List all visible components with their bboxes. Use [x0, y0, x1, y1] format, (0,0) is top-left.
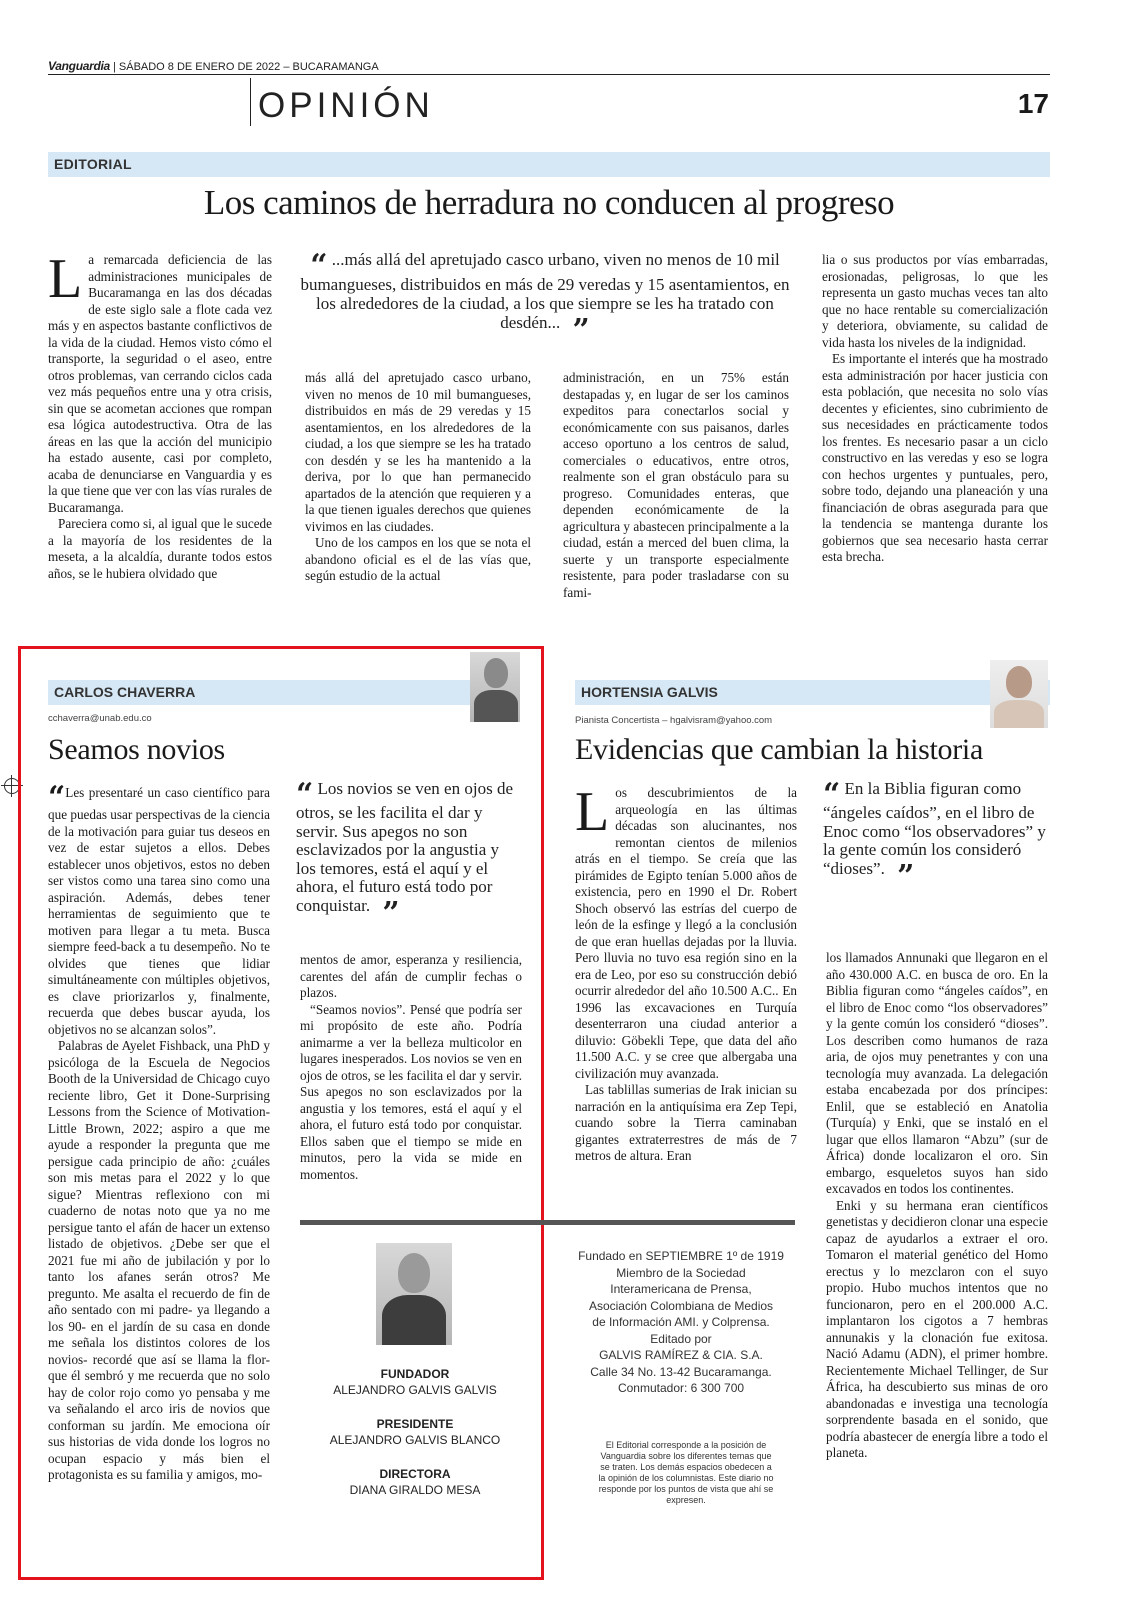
galvis-column-1: [575, 781, 797, 1165]
chaverra-column-1: [48, 780, 270, 1484]
open-quote-icon: “: [48, 780, 66, 815]
close-quote-icon: ”: [897, 858, 915, 894]
editorial-column-3: [563, 370, 789, 601]
dateline: SÁBADO 8 DE ENERO DE 2022 – BUCARAMANGA: [118, 61, 379, 73]
editorial-pullquote: “ ...más allá del apretujado casco urbano, viven no menos de 10 mil bumangueses, distribuidos en más de 29 veredas y 15 asentamientos, en los alrededores de la ciudad, a los que siempre se les ha tratado con desdén... ”: [300, 248, 790, 348]
editorial-band: [48, 152, 1050, 177]
chaverra-title: Seamos novios: [48, 733, 225, 766]
masthead: [48, 59, 379, 73]
editorial-headline: Los caminos de herradura no conducen al progreso: [203, 183, 895, 222]
open-quote-icon: “: [823, 777, 841, 812]
chaverra-author: CARLOS CHAVERRA: [54, 684, 196, 700]
paragraph: “Les presentaré un caso científico para que puedas usar perspectivas de la ciencia de la motivación para guiar tus deseos en vez de estar sujetos a ellos. Debes establecer unos objetivos, estos no deben ser vistos como una tarea sino como una aspiración. Además, debes tener herramientas de seguimiento que te motiven para llegar a tu meta. Busca siempre feed-back a tu desempeño. No te olvides que tienes que lidiar simultáneamente con múltiples objetivos, es clave priorizarlos y, finalmente, recuerda que debes buscar ayuda, los objetivos no se alcanzan solos”.: [48, 780, 270, 1037]
editorial-column-2: [305, 370, 531, 585]
paragraph: mentos de amor, esperanza y resiliencia, carentes del afán de cumplir fechas o plazos.: [300, 952, 522, 1000]
paragraph: Enki y su hermana eran científicos genetistas y decidieron clonar una especie capaz de ayudarlos a extraer el oro. Tomaron el material genético del Homo erectus y lo mezclaron con el suyo propio. Hubo muchos intentos que no funcionaron, pero en el 200.000 A.C. implantaron los cigotos a 7 hembras annunakis y la clonación fue exitosa. Nació Adamu (ADN), el primer hombre. Recientemente Michael Tellinger, de Sur África, ha descubierto sus minas de oro abandonadas e investiga una tecnología sorprendente basada en el sonido, que podría abastecer de energía libre a todo el planeta.: [826, 1197, 1048, 1460]
paragraph: Las tablillas sumerias de Irak inician su narración en la antiquísima era Zep Tepi, cuando sobre la Tierra caminaban gigantes extraterrestres de más de 7 metros de altura. Eran: [575, 1082, 797, 1163]
page-number: 17: [1017, 88, 1049, 119]
paragraph: Pareciera como si, al igual que le sucede a la mayoría de los residentes de la meseta, a la alcaldía, durante todos estos años, se le hubiera olvidado que: [48, 516, 272, 581]
editorial-column-1: [48, 248, 272, 582]
credits-block: [300, 1366, 530, 1498]
paragraph: “Seamos novios”. Pensé que podría ser mi propósito de este año. Podría animarme a ver la belleza multicolor en lugares inesperados. Los novios se ven en ojos de otros, se les facilita el dar y servir. Sus apegos no son esclavizados por la angustia y los temores, está el aquí y el ahora, el futuro está todo por conquistar. Ellos saben que el tiempo se mide en minutos, pero la vida se mide en momentos.: [300, 1001, 522, 1182]
paragraph: los llamados Annunaki que llegaron en el año 430.000 A.C. en busca de oro. En la Biblia figuran como “ángeles caídos”, en el libro de Enoc como “los observadores” y la gente común los consideró “dioses”. Los describen como humanos de raza aria, de ojos muy penetrantes y con una tecnología muy avanzada. La delegación estaba encabezada por dos príncipes: Enlil, que se estableció en Anatolia (Turquía) y Enki, que se instaló en el lugar que ellos llamaron “Abzu” (sur de África) donde localizaron el oro. Sin embargo, esqueletos suyos han sido excavados en todos los continentes.: [826, 950, 1048, 1196]
open-quote-icon: “: [296, 777, 314, 812]
close-quote-icon: ”: [572, 313, 590, 348]
paragraph: Palabras de Ayelet Fishback, una PhD y psicóloga de la Escuela de Negocios Booth de la Universidad de Chicago cuyo reciente libro, Get it Done-Surprising Lessons from the Science of Motivation-Little Brown, 2022; aspiro a que me ayude a responder la pregunta que me persigue cada principio de año: ¿cuáles son mis metas para el 2022 y lo que sigue? Mientras reflexiono con mi cuaderno de notas noto que ya no me persigue tanto el afán de hacer un extenso listado de objetivos. ¿Debe ser que el 2021 fue mi año de jubilación y por lo tanto los afanes serán otros? Me pregunto. Me asalta el recuerdo de fin de año sentado con mi padre- ya llegando a los 90- en el jardín de su casa en donde me señala los distintos colores de los novios- recordé que así se llama la flor- que él sembró y me recuerda que no solo hay de color rojo como yo pensaba y me va señalando el arco iris de novios que conforman su jardín. Me emociona oír sus historias de vida donde los logros no ocupan espacio y más bien el protagonista es su familia y amigos, mo-: [48, 1038, 270, 1482]
galvis-title: Evidencias que cambian la historia: [575, 733, 983, 766]
paragraph: lia o sus productos por vías embarradas, erosionadas, peligrosas, lo que les representa un gasto muchas veces tan alto que no hace rentable su comercialización y deteriora, obviamente, su calidad de vida hasta los niveles de la indignidad.: [822, 252, 1048, 350]
drop-cap: L: [48, 248, 83, 310]
galvis-pullquote: “ En la Biblia figuran como “ángeles caídos”, en el libro de Enoc como “los observadores” y la gente común los consideró “dioses”. ”: [823, 777, 1046, 894]
paragraph: Los descubrimientos de la arqueología en las últimas décadas son alucinantes, nos remontan cientos de milenios atrás en el tiempo. Se creía que las pirámides de Egipto tenían 5.000 años de existencia, pero en 1990 el Dr. Robert Shoch observó las estrías del cuerpo de león de la esfinge y llegó a la conclusión de que eran huellas dejadas por la lluvia. Pero lluvia no tuvo esa región sino en la era de Leo, por eso su construcción debió ocurrir alrededor del año 10.500 A.C.. En 1996 las excavaciones en Turquía desenterraron una ciudad anterior a diluvio: Göbekli Tepe, que data del año 11.500 A.C. y se cree que albergaba una civilización muy avanzada.: [575, 781, 797, 1081]
credit-presidente: PRESIDENTE ALEJANDRO GALVIS BLANCO: [329, 1417, 501, 1447]
staff-rule: [300, 1220, 795, 1225]
section-divider: [250, 78, 251, 126]
publisher-info: Fundado en SEPTIEMBRE 1º de 1919 Miembro de la Sociedad Interamericana de Prensa, Asociación Colombiana de Medios de Información AMI. y Colprensa. Editado por GALVIS RAMÍREZ & CIA. S.A. Calle 34 No. 13-42 Bucaramanga. Conmutador: 6 300 700: [578, 1249, 784, 1395]
chaverra-author-band: [48, 680, 518, 705]
paragraph: La remarcada deficiencia de las administraciones municipales de Bucaramanga en las dos décadas de este siglo sale a flote cada vez más y en aspectos bastante conflictivos de la vida de la ciudad. Hemos visto cómo el transporte, la seguridad o el aseo, entre otros problemas, van cerrando ciclos cada vez más pequeños entre una y otra crisis, sin que se acometan acciones que rompan esa lógica autodestructiva. Otra de las áreas en las que la acción del municipio ha estado ausente, casi por completo, acaba de denunciarse en Vanguardia y es la que tiene que ver con las vías rurales de Bucaramanga.: [48, 248, 272, 515]
close-quote-icon: ”: [382, 895, 400, 931]
chaverra-photo: [470, 652, 520, 722]
paragraph: Uno de los campos en los que se nota el abandono oficial es el de las vías que, según estudio de la actual: [305, 535, 531, 583]
galvis-photo: [990, 660, 1048, 728]
paragraph: administración, en un 75% están destapadas y, en lugar de ser los caminos expeditos para conectarlos social y económicamente con sus paisanos, darles acceso oportuno a los centros de salud, comerciales o educativos, entre otros, realmente son el gran obstáculo para su progreso. Comunidades enteras, que dependen económicamente de la agricultura y abastecen principalmente a la ciudad, están a merced del buen clima, la suerte y un transporte especialmente resistente, para poder trasladarse con su fami-: [563, 370, 789, 600]
editorial-label: EDITORIAL: [54, 156, 132, 172]
credit-directora: DIRECTORA DIANA GIRALDO MESA: [349, 1467, 481, 1497]
galvis-byline: Pianista Concertista – hgalvisram@yahoo.com: [575, 715, 773, 726]
open-quote-icon: “: [310, 248, 328, 283]
chaverra-email: cchaverra@unab.edu.co: [48, 713, 152, 724]
paragraph: Es importante el interés que ha mostrado esta administración por hacer justicia con esta población, que necesita no solo vías decentes y eficientes, sino cubrimiento de sus necesidades en prácticamente todos los frentes. Es necesario pasar a un ciclo constructivo en las veredas y eso se logra con hechos urgentes y puntuales, pero, sobre todo, dejando una planeación y una financiación de obras asegurada para que la tendencia se mantenga durante los gobiernos que sea necesario hasta cerrar esta brecha.: [822, 351, 1048, 564]
founder-photo: [376, 1243, 452, 1345]
masthead-rule: [48, 74, 1050, 75]
credit-fundador: FUNDADOR ALEJANDRO GALVIS GALVIS: [333, 1367, 497, 1397]
editorial-column-4: [822, 252, 1048, 566]
galvis-author-band: [575, 680, 1050, 705]
section-title: OPINIÓN: [258, 86, 434, 125]
brand-logo: Vanguardia: [48, 59, 110, 73]
drop-cap: L: [575, 781, 610, 843]
paragraph: más allá del apretujado casco urbano, viven no menos de 10 mil bumangueses, distribuidos en más de 29 veredas y 15 asentamientos, en los alrededores de la ciudad, a los que siempre se les ha tratado con desdén y se les ha mantenido a la deriva, por lo que han permanecido apartados de la atención que requieren y a la que tienen iguales derechos que quienes vivimos en las ciudades.: [305, 370, 531, 534]
editorial-disclaimer: El Editorial corresponde a la posición de Vanguardia sobre los diferentes temas que se traten. Los demás espacios obedecen a la opinión de los columnistas. Este diario no responde por los puntos de vista que ahí se expresen.: [598, 1440, 774, 1505]
chaverra-pullquote: “ Los novios se ven en ojos de otros, se les facilita el dar y servir. Sus apegos no son esclavizados por la angustia y los temores, está el aquí y el ahora, el futuro está todo por conquistar. ”: [296, 777, 513, 931]
masthead-separator: |: [112, 61, 116, 73]
galvis-author: HORTENSIA GALVIS: [581, 684, 718, 700]
chaverra-column-2: [300, 952, 522, 1183]
galvis-column-2: [826, 950, 1048, 1462]
